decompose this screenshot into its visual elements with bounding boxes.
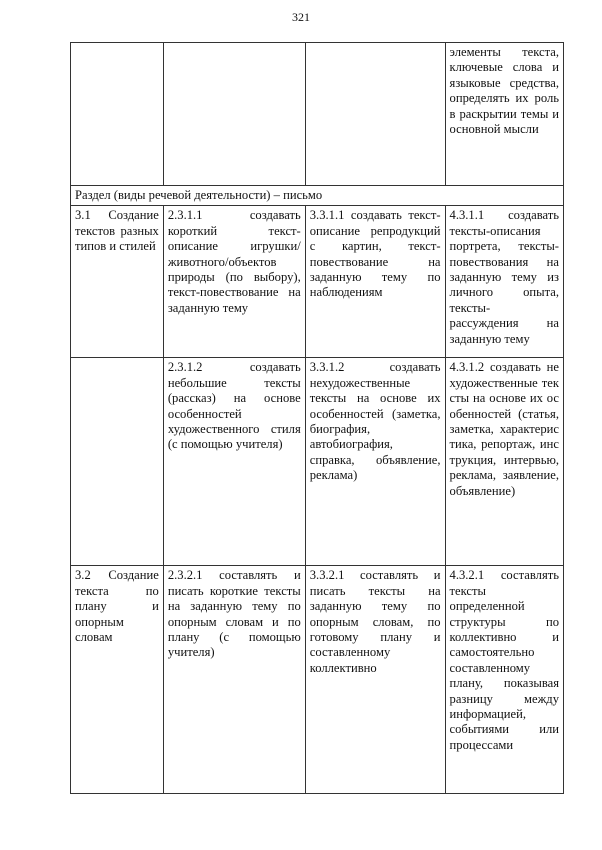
section-heading-row — [71, 186, 564, 206]
table-row — [71, 566, 564, 794]
table-row-continuation — [71, 43, 564, 186]
page-number: 321 — [292, 10, 310, 24]
grade2-cell: 2.3.1.1 создавать короткий текст-описание игрушки/ животного/объектов природы (по выбору), текст-повествование на заданную тему — [163, 206, 305, 358]
grade3-cell: 3.3.2.1 составлять и писать тексты на заданную тему по опорным словам, по готовому плану и составленному коллективно — [305, 566, 445, 794]
table-row — [71, 206, 564, 358]
grade2-cell: 2.3.1.2 создавать небольшие тексты (рассказ) на основе особенностей художественного стиля (с помощью учителя) — [163, 358, 305, 566]
table-row — [71, 358, 564, 566]
grade2-cell: 2.3.2.1 составлять и писать короткие тексты на заданную тему по опорным словам и по плану (с помощью учителя) — [163, 566, 305, 794]
grade3-cell: 3.3.1.1 создавать текст-описание репродукций с картин, текст-повествование на заданную тему по наблюдениям — [305, 206, 445, 358]
curriculum-table — [70, 42, 564, 794]
topic-cell — [71, 43, 164, 186]
grade3-cell: 3.3.1.2 создавать нехудожественные тексты на основе их особенностей (заметка, биография, автобиография, справка, объявление, реклама) — [305, 358, 445, 566]
grade2-cell — [163, 43, 305, 186]
grade4-cell: 4.3.1.1 создавать тексты-описания портрета, тексты-повествования на заданную тему из личного опыта, тексты-рассуждения на заданную тему — [445, 206, 563, 358]
grade3-cell — [305, 43, 445, 186]
grade4-cell: 4.3.2.1 составлять тексты определенной структуры по коллективно и самостоятельно составленному плану, показывая разницу между информацией, событиями или процессами — [445, 566, 563, 794]
grade4-cell: элементы текста, ключевые слова и языковые средства, определять их роль в раскрытии темы и основной мысли — [445, 43, 563, 186]
topic-cell — [71, 358, 164, 566]
section-heading: Раздел (виды речевой деятельности) – письмо — [71, 186, 564, 206]
grade4-cell: 4.3.1.2 создавать нехудожественные тексты на основе их особенностей (статья, заметка, характеристика, репортаж, инструкция, интервью, реклама, заявление, объявление) — [445, 358, 563, 566]
topic-cell: 3.1 Создание текстов разных типов и стилей — [71, 206, 164, 358]
topic-cell: 3.2 Создание текста по плану и опорным словам — [71, 566, 164, 794]
